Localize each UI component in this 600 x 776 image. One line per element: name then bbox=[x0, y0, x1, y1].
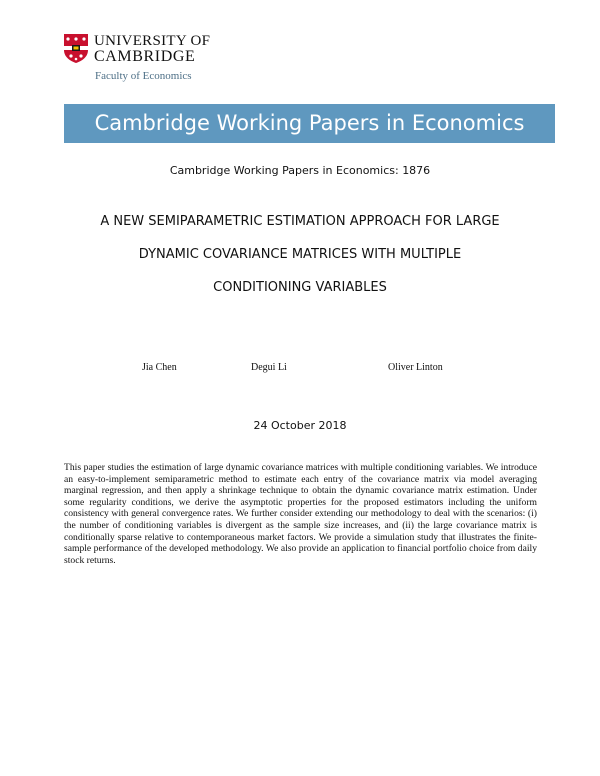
paper-date: 24 October 2018 bbox=[253, 419, 347, 432]
author-name: Oliver Linton bbox=[388, 362, 443, 373]
title-line: CONDITIONING VARIABLES bbox=[213, 280, 387, 295]
title-line: DYNAMIC COVARIANCE MATRICES WITH MULTIPLE bbox=[138, 247, 462, 262]
faculty-name: Faculty of Economics bbox=[95, 70, 192, 82]
university-logo bbox=[64, 32, 224, 84]
author-name: Degui Li bbox=[251, 362, 287, 373]
series-banner: Cambridge Working Papers in Economics bbox=[64, 104, 555, 143]
logo-cambridge: CAMBRIDGE bbox=[94, 48, 196, 65]
paper-title bbox=[50, 205, 550, 304]
university-crest-icon bbox=[64, 34, 88, 63]
author-name: Jia Chen bbox=[142, 362, 177, 373]
logo-university-of: UNIVERSITY OF bbox=[94, 33, 211, 49]
paper-series-number: Cambridge Working Papers in Economics: 1876 bbox=[169, 164, 431, 177]
title-line: A NEW SEMIPARAMETRIC ESTIMATION APPROACH FOR LARGE bbox=[100, 214, 500, 229]
abstract-text: This paper studies the estimation of large dynamic covariance matrices with multiple conditioning variables. We introduce an easy-to-implement semiparametric method to estimate each entry of the covariance matrix via model averaging marginal regression, and then apply a shrinkage technique to obtain the dynamic covariance matrix estimation. Under some regularity conditions, we derive the asymptotic properties for the proposed estimators including the uniform consistency with general convergence rates. We further consider extending our methodology to deal with the scenarios: (i) the number of conditioning variables is divergent as the sample size increases, and (ii) the large covariance matrix is conditionally sparse relative to contemporaneous market factors. We provide a simulation study that illustrates the finite-sample performance of the developed methodology. We also provide an application to financial portfolio choice from daily stock returns. bbox=[64, 462, 537, 566]
